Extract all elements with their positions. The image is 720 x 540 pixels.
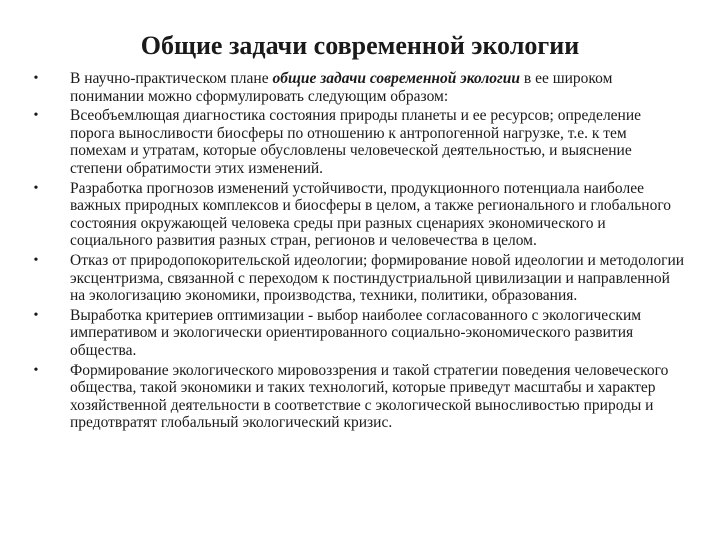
bullet-text: Разработка прогнозов изменений устойчивости, продукционного потенциала наиболее важных природных комплексов и биосферы в целом, а также регионального и глобального состояния окружающей человека среды при разных сценариях экономического и социального развития разных стран, регионов и человечества в целом. <box>70 179 672 250</box>
bullet-marker-icon: • <box>33 71 39 86</box>
bullet-text: Выработка критериев оптимизации - выбор наиболее согласованного с экологическим императивом и экологически ориентированного социально-экономического развития общества. <box>70 306 642 359</box>
bullet-marker-icon: • <box>33 108 39 124</box>
bullet-item <box>30 180 685 250</box>
bullet-text: Формирование экологического мировоззрения и такой стратегии поведения человеческого общества, такой экономики и таких технологий, которые приведут масштабы и характер хозяйственной деятельности в соответствие с экологической выносливостью природы и предотвратят глобальный экологический кризис. <box>70 361 669 432</box>
bullet-marker-icon: • <box>33 362 39 378</box>
bullet-item <box>30 362 685 432</box>
bullet-marker-icon: • <box>33 252 39 268</box>
bullet-text-lead: В научно-практическом плане <box>70 70 273 87</box>
bullet-item <box>30 107 685 177</box>
bullet-item <box>30 252 685 305</box>
bullet-marker-icon: • <box>33 180 39 196</box>
bullet-marker-icon: • <box>33 307 39 323</box>
bullet-text: Отказ от природопокорительской идеологии; формирование новой идеологии и методологии эксцентризма, связанной с переходом к постиндустриальной цивилизации и направленной на экологизацию экономики, производства, техники, политики, образования. <box>70 251 685 305</box>
bullet-text-emphasis: общие задачи современной экологии <box>272 70 520 87</box>
bullet-list <box>30 70 685 434</box>
bullet-text-tail: в ее широком понимании можно сформулировать следующим образом: <box>70 70 613 105</box>
bullet-item <box>30 70 685 105</box>
slide-title: Общие задачи современной экологии <box>140 31 580 60</box>
bullet-text: Всеобъемлющая диагностика состояния природы планеты и ее ресурсов; определение порога выносливости биосферы по отношению к антропогенной нагрузке, т.е. к тем помехам и утратам, которые обусловлены человеческой деятельностью, и выяснение степени обратимости этих изменений. <box>70 107 642 177</box>
bullet-item <box>30 307 685 360</box>
